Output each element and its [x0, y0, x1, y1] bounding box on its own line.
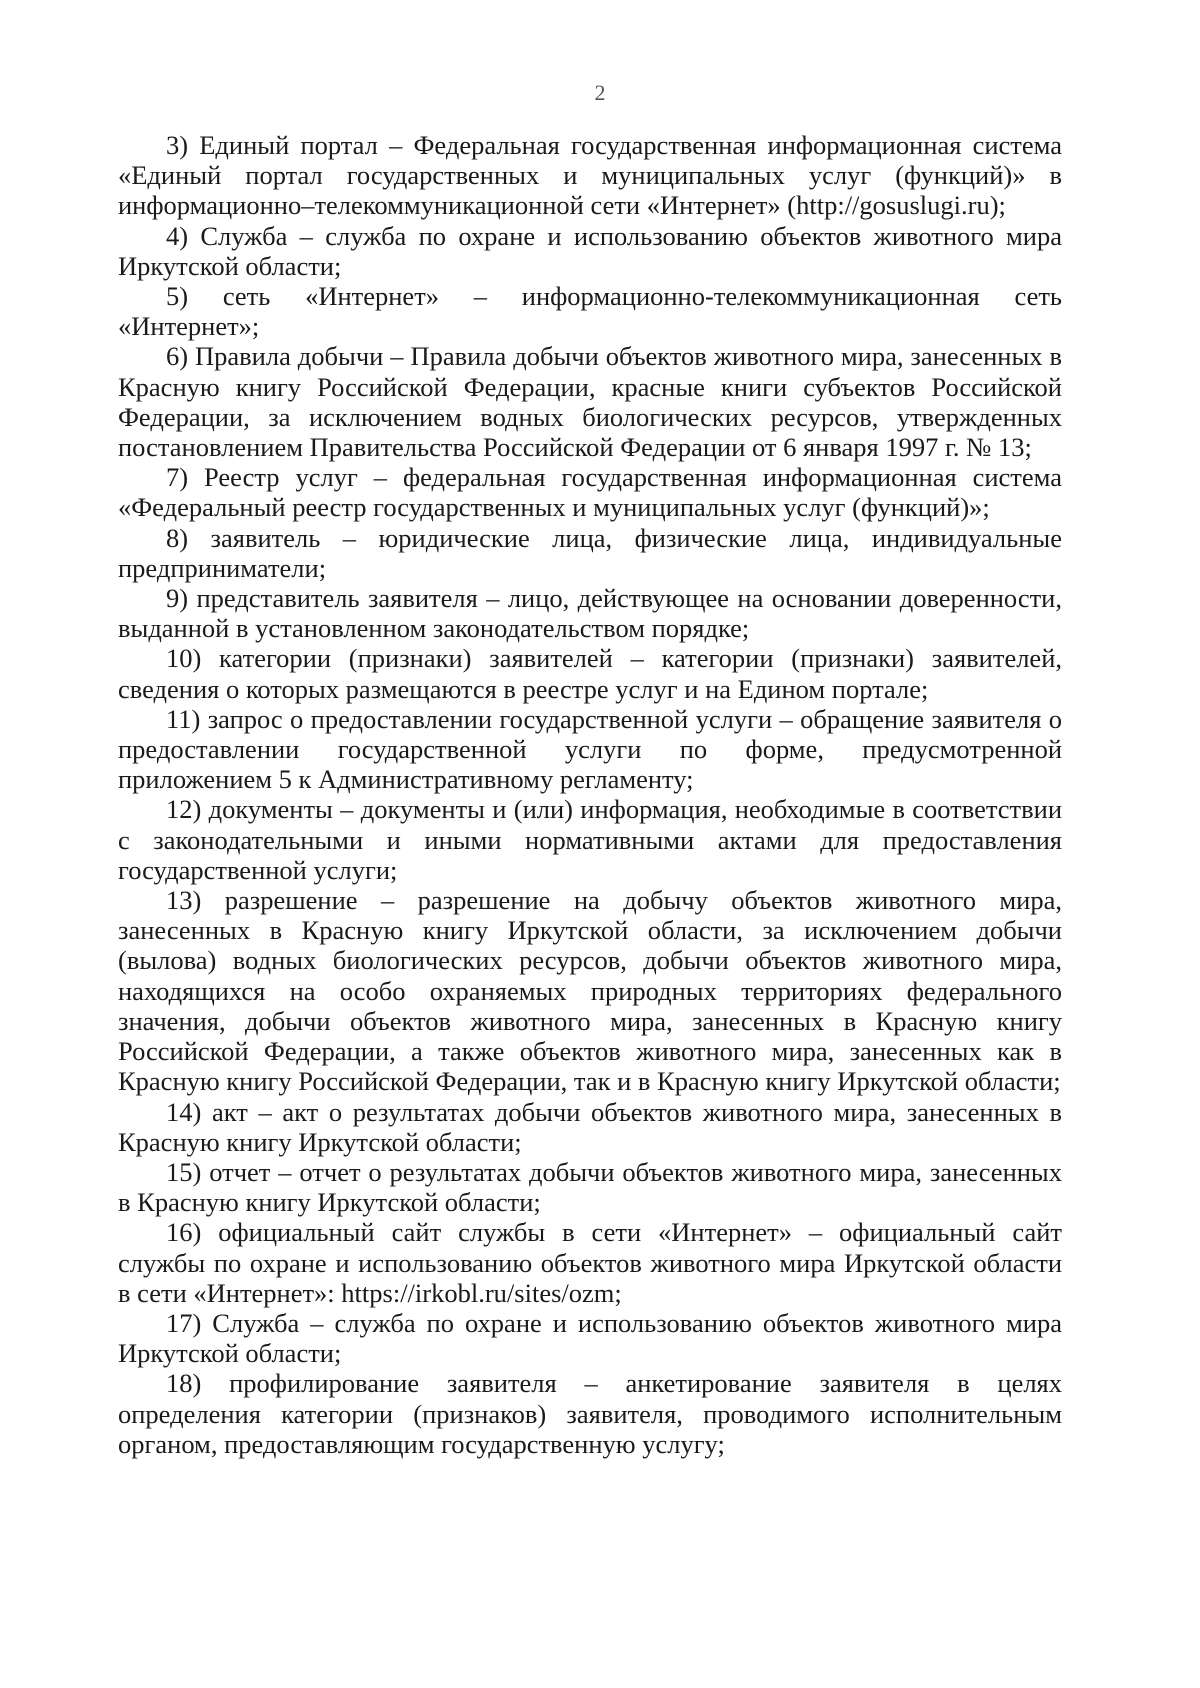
definition-paragraph-10: 10) категории (признаки) заявителей – категории (признаки) заявителей, сведения о которых размещаются в реестре услуг и на Едином портале;: [118, 643, 1062, 704]
definition-paragraph-5: 5) сеть «Интернет» – информационно-телекоммуникационная сеть «Интернет»;: [118, 281, 1062, 342]
definition-paragraph-14: 14) акт – акт о результатах добычи объектов животного мира, занесенных в Красную книгу Иркутской области;: [118, 1096, 1062, 1157]
definition-paragraph-4: 4) Служба – служба по охране и использованию объектов животного мира Иркутской области;: [118, 220, 1062, 281]
definition-paragraph-3: 3) Единый портал – Федеральная государственная информационная система «Единый портал государственных и муниципальных услуг (функций)» в информационно–телекоммуникационной сети «Интернет» (http://gosuslugi.ru);: [118, 130, 1062, 221]
definition-paragraph-13: 13) разрешение – разрешение на добычу объектов животного мира, занесенных в Красную книгу Иркутской области, за исключением добычи (вылова) водных биологических ресурсов, добычи объектов животного мира, находящихся на особо охраняемых природных территориях федерального значения, добычи объектов животного мира, занесенных в Красную книгу Российской Федерации, а также объектов животного мира, занесенных как в Красную книгу Российской Федерации, так и в Красную книгу Иркутской области;: [118, 885, 1062, 1097]
document-body: [118, 130, 1062, 1459]
definition-paragraph-16: 16) официальный сайт службы в сети «Интернет» – официальный сайт службы по охране и использованию объектов животного мира Иркутской области в сети «Интернет»: https://irkobl.ru/sites/ozm;: [118, 1217, 1062, 1308]
definition-paragraph-18: 18) профилирование заявителя – анкетирование заявителя в целях определения категории (признаков) заявителя, проводимого исполнительным органом, предоставляющим государственную услугу;: [118, 1368, 1062, 1459]
definition-paragraph-7: 7) Реестр услуг – федеральная государственная информационная система «Федеральный реестр государственных и муниципальных услуг (функций)»;: [118, 462, 1062, 523]
page-number: 2: [594, 80, 606, 105]
definition-paragraph-8: 8) заявитель – юридические лица, физические лица, индивидуальные предприниматели;: [118, 522, 1062, 583]
definition-paragraph-9: 9) представитель заявителя – лицо, действующее на основании доверенности, выданной в установленном законодательством порядке;: [118, 583, 1062, 644]
definition-paragraph-6: 6) Правила добычи – Правила добычи объектов животного мира, занесенных в Красную книгу Российской Федерации, красные книги субъектов Российской Федерации, за исключением водных биологических ресурсов, утвержденных постановлением Правительства Российской Федерации от 6 января 1997 г. № 13;: [118, 341, 1062, 463]
definition-paragraph-12: 12) документы – документы и (или) информация, необходимые в соответствии с законодательными и иными нормативными актами для предоставления государственной услуги;: [118, 794, 1062, 885]
definition-paragraph-17: 17) Служба – служба по охране и использованию объектов животного мира Иркутской области;: [118, 1307, 1062, 1369]
definition-paragraph-15: 15) отчет – отчет о результатах добычи объектов животного мира, занесенных в Красную книгу Иркутской области;: [118, 1156, 1062, 1218]
definition-paragraph-11: 11) запрос о предоставлении государственной услуги – обращение заявителя о предоставлении государственной услуги по форме, предусмотренной приложением 5 к Административному регламенту;: [118, 703, 1062, 795]
